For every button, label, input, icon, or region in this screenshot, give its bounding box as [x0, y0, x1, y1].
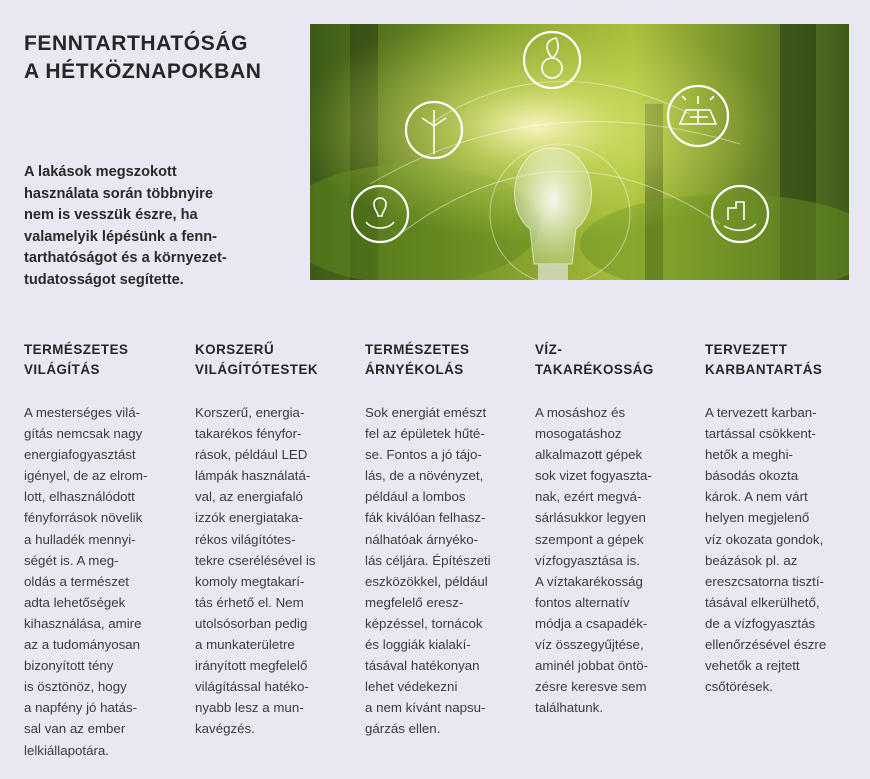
body-line: víz okozata gondok,: [705, 531, 824, 547]
body-line: adta lehetőségek: [24, 594, 126, 610]
body-line: utolsósorban pedig: [195, 615, 308, 631]
body-line: lott, elhasználódott: [24, 489, 135, 505]
intro-line: A lakások megszokott: [24, 164, 177, 180]
body-line: A víztakarékosság: [535, 573, 643, 589]
body-line: nálhatóak árnyéko-: [365, 531, 479, 547]
column-title: [365, 340, 530, 380]
body-line: károk. A nem várt: [705, 489, 808, 505]
body-line: kavégzés.: [195, 721, 255, 737]
body-line: csőtörések.: [705, 679, 773, 695]
body-line: igényel, de az elrom-: [24, 468, 148, 484]
body-line: lás, de a növényzet,: [365, 468, 484, 484]
body-line: helyen megjelenő: [705, 510, 810, 526]
body-line: se. Fontos a jó tájo-: [365, 447, 482, 463]
body-line: irányított megfelelő: [195, 658, 308, 674]
body-line: bizonyított tény: [24, 658, 114, 674]
column-water-saving: [535, 340, 700, 716]
column-title-line: VILÁGÍTÓTESTEK: [195, 362, 319, 377]
column-natural-lighting: [24, 340, 189, 758]
body-line: fák kiválóan felhasz-: [365, 510, 486, 526]
body-line: izzók energiataka-: [195, 510, 303, 526]
body-line: vízfogyasztása is.: [535, 552, 640, 568]
body-line: képzéssel, tornácok: [365, 615, 483, 631]
body-line: básodás okozta: [705, 468, 799, 484]
body-line: kihasználása, amire: [24, 615, 142, 631]
body-line: fel az épületek hűté-: [365, 426, 485, 442]
intro-line: tarthatóságot és a környezet-: [24, 250, 227, 266]
body-line: zésre keresve sem: [535, 679, 647, 695]
body-line: a munkaterületre: [195, 637, 295, 653]
body-line: A tervezett karban-: [705, 405, 817, 420]
intro-paragraph: [24, 162, 294, 291]
body-line: tás érhető el. Nem: [195, 594, 304, 610]
body-line: beázások pl. az: [705, 552, 798, 568]
body-line: víz összegyűjtése,: [535, 637, 644, 653]
body-line: tásával elkerülhető,: [705, 594, 820, 610]
column-title-line: TERVEZETT: [705, 342, 788, 357]
body-line: energiafogyasztást: [24, 447, 136, 463]
body-line: megfelelő eresz-: [365, 594, 464, 610]
column-body: [195, 402, 315, 740]
body-line: fényforrások növelik: [24, 510, 143, 526]
column-title: [705, 340, 870, 380]
body-line: lehet védekezni: [365, 679, 458, 695]
column-title: [535, 340, 700, 380]
body-line: rékos világítótes-: [195, 531, 296, 547]
body-line: gárzás ellen.: [365, 721, 441, 737]
body-line: takarékos fényfor-: [195, 426, 302, 442]
intro-line: nem is vesszük észre, ha: [24, 207, 198, 223]
column-modern-luminaires: [195, 340, 360, 737]
body-line: nyabb lesz a mun-: [195, 700, 304, 716]
column-title-line: TERMÉSZETES: [365, 342, 470, 357]
body-line: Korszerű, energia-: [195, 405, 305, 420]
body-line: ellenőrzésével észre: [705, 637, 827, 653]
body-line: rások, például LED: [195, 447, 308, 463]
body-line: az a tudományosan: [24, 637, 141, 653]
body-line: a napfény jó hatás-: [24, 700, 138, 716]
body-line: eszközökkel, például: [365, 573, 488, 589]
body-line: mosogatáshoz: [535, 426, 622, 442]
body-line: oldás a természet: [24, 573, 129, 589]
column-title-line: VÍZ-: [535, 342, 563, 357]
intro-line: használata során többnyire: [24, 185, 213, 202]
body-line: aminél jobbat öntö-: [535, 658, 649, 674]
column-title-line: ÁRNYÉKOLÁS: [365, 362, 464, 377]
column-title-line: TAKARÉKOSSÁG: [535, 362, 654, 377]
page-title: [24, 30, 261, 86]
column-title-line: TERMÉSZETES: [24, 342, 129, 357]
title-line: FENNTARTHATÓSÁG: [24, 32, 249, 55]
body-line: is ösztönöz, hogy: [24, 679, 127, 695]
body-line: tásával hatékonyan: [365, 658, 480, 674]
body-line: módja a csapadék-: [535, 615, 648, 631]
intro-line: tudatosságot segítette.: [24, 271, 184, 288]
column-title-line: KARBANTARTÁS: [705, 362, 823, 377]
body-line: val, az energiafaló: [195, 489, 303, 505]
body-line: sárlásukkor legyen: [535, 510, 646, 526]
body-line: de a vízfogyasztás: [705, 615, 816, 631]
column-planned-maintenance: [705, 340, 870, 695]
body-line: például a lombos: [365, 489, 466, 505]
body-line: hetők a meghi-: [705, 447, 793, 463]
body-line: a hulladék mennyi-: [24, 531, 136, 547]
column-body: [24, 402, 147, 761]
column-body: [705, 402, 826, 697]
body-line: szempont a gépek: [535, 531, 644, 547]
body-line: fontos alternatív: [535, 594, 630, 610]
body-line: lelkiállapotára.: [24, 742, 110, 758]
body-line: sal van az ember: [24, 721, 126, 737]
body-line: világítással hatéko-: [195, 679, 309, 695]
body-line: a nem kívánt napsu-: [365, 700, 486, 716]
body-line: találhatunk.: [535, 700, 604, 716]
body-line: alkalmazott gépek: [535, 447, 643, 463]
body-line: és loggiák kialakí-: [365, 637, 471, 653]
title-line: A HÉTKÖZNAPOKBAN: [24, 60, 262, 83]
body-line: tekre cserélésével is: [195, 552, 316, 568]
body-line: gítás nemcsak nagy: [24, 426, 143, 442]
column-title: [195, 340, 360, 380]
body-line: sok vizet fogyaszta-: [535, 468, 652, 484]
column-body: [365, 402, 491, 740]
hero-image: [310, 24, 849, 280]
body-line: lás céljára. Építészeti: [365, 552, 491, 568]
body-line: ségét is. A meg-: [24, 552, 119, 568]
body-line: ereszcsatorna tisztí-: [705, 573, 824, 589]
intro-line: valamelyik lépésünk a fenn-: [24, 228, 218, 245]
column-title: [24, 340, 189, 380]
body-line: komoly megtakarí-: [195, 573, 305, 589]
body-line: tartással csökkent-: [705, 426, 816, 442]
body-line: nak, ezért megvá-: [535, 489, 642, 505]
body-line: vehetők a rejtett: [705, 658, 800, 674]
body-line: A mosáshoz és: [535, 405, 626, 420]
column-natural-shading: [365, 340, 530, 737]
column-body: [535, 402, 652, 718]
body-line: A mesterséges vilá-: [24, 405, 141, 420]
column-title-line: KORSZERŰ: [195, 342, 275, 357]
body-line: Sok energiát emészt: [365, 405, 487, 420]
column-title-line: VILÁGÍTÁS: [24, 362, 100, 377]
body-line: lámpák használatá-: [195, 468, 311, 484]
